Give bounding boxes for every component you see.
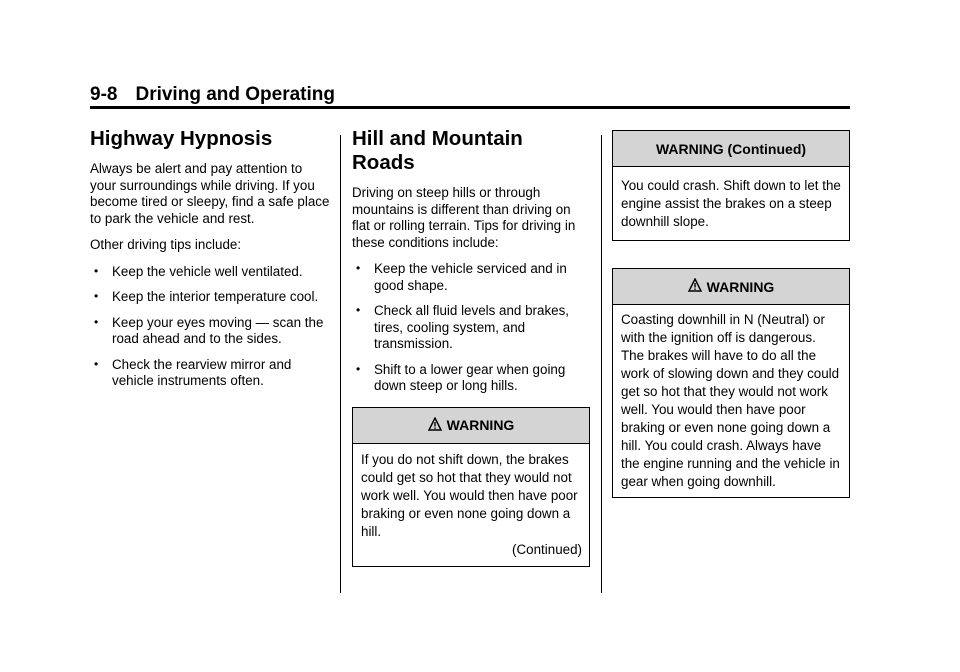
warning-title: WARNING <box>706 278 775 295</box>
warning-text: If you do not shift down, the brakes could get so hot that they would not work well. You would then have poor braking or even none going down a hill. <box>361 451 578 539</box>
warning-title: WARNING (Continued) <box>655 140 807 157</box>
list-item: • Keep the vehicle well ventilated. <box>94 263 303 279</box>
page-number: 9-8 <box>90 84 118 105</box>
column-divider <box>601 135 602 593</box>
list-item: • Shift to a lower gear when going down steep or long hills. <box>356 361 566 393</box>
warning-triangle-icon <box>688 278 702 295</box>
section-title: Driving and Operating <box>135 84 335 105</box>
bullet-icon: • <box>94 263 99 278</box>
bullet-list <box>90 264 330 390</box>
paragraph: Other driving tips include: <box>90 237 242 252</box>
warning-box-continued <box>612 130 850 241</box>
heading-highway-hypnosis: Highway Hypnosis <box>90 127 273 150</box>
bullet-icon: • <box>94 356 99 371</box>
warning-body <box>613 305 849 497</box>
paragraph: Always be alert and pay attention to your surroundings while driving. If you become tired or sleepy, find a safe place to park the vehicle and rest. <box>90 161 330 226</box>
bullet-icon: • <box>356 303 361 317</box>
list-item: • Check all fluid levels and brakes, tires, cooling system, and transmission. <box>356 303 570 351</box>
bullet-icon: • <box>94 314 99 329</box>
warning-text: Coasting downhill in N (Neutral) or with the ignition off is dangerous. The brakes will have to do all the work of slowing down and they could get so hot that they would not work well. You would then have poor braking or even none going down a hill. You could crash. Always have the engine running and the vehicle in gear when going downhill. <box>621 312 840 489</box>
heading-hill-mountain-roads: Hill and Mountain Roads <box>352 127 523 174</box>
warning-box <box>352 407 590 567</box>
continued-label: (Continued) <box>512 541 582 557</box>
page-header <box>90 80 850 109</box>
warning-body <box>613 167 849 240</box>
paragraph: Driving on steep hills or through mountains is different than driving on flat or rolling terrain. Tips for driving in these conditions include: <box>352 185 576 250</box>
warning-triangle-icon <box>428 417 442 434</box>
list-item: • Keep the interior temperature cool. <box>94 289 319 304</box>
list-item: • Keep the vehicle serviced and in good shape. <box>356 261 567 293</box>
warning-header <box>613 131 849 167</box>
column-2 <box>352 127 590 567</box>
list-item: • Keep your eyes moving — scan the road ahead and to the sides. <box>94 314 324 346</box>
column-1 <box>90 127 330 399</box>
warning-header <box>353 408 589 444</box>
warning-body <box>353 444 589 566</box>
column-divider <box>340 135 341 593</box>
column-3 <box>612 130 850 498</box>
warning-box <box>612 268 850 498</box>
warning-title: WARNING <box>446 417 515 433</box>
warning-text: You could crash. Shift down to let the engine assist the brakes on a steep downhill slope. <box>621 178 841 229</box>
bullet-icon: • <box>94 289 99 303</box>
bullet-icon: • <box>356 361 361 376</box>
warning-header <box>613 269 849 305</box>
bullet-list <box>352 261 590 395</box>
list-item: • Check the rearview mirror and vehicle instruments often. <box>94 356 292 388</box>
bullet-icon: • <box>356 261 361 275</box>
